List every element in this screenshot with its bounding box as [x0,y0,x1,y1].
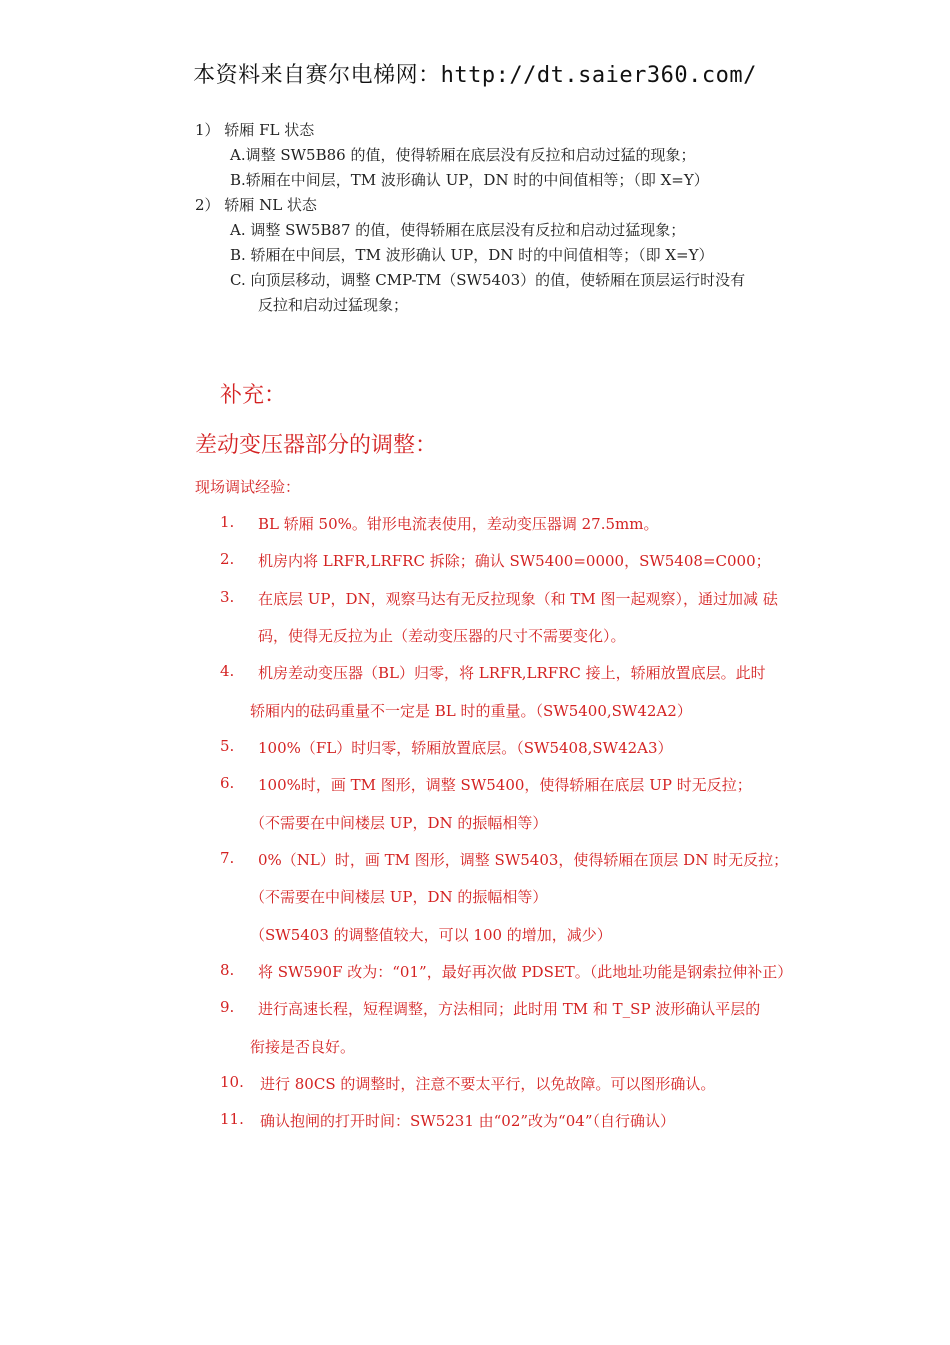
site-header: 本资料来自赛尔电梯网：http://dt.saier360.com/ [193,63,757,88]
list-item-text: （不需要在中间楼层 UP，DN 的振幅相等） [250,814,548,832]
list-item-text: （不需要在中间楼层 UP，DN 的振幅相等） [250,888,548,906]
list-item-text: 机房内将 LRFR,LRFRC 拆除；确认 SW5400=0000，SW5408=C000； [258,552,771,570]
list-item-text: 进行高速长程，短程调整，方法相同；此时用 TM 和 T_SP 波形确认平层的 [258,1000,761,1018]
item-number: 9. [220,998,235,1016]
item-number: 7. [220,849,235,867]
fl-state-title: 1） 轿厢 FL 状态 [195,121,315,139]
nl-item-a: A. 调整 SW5B87 的值，使得轿厢在底层没有反拉和启动过猛现象； [230,221,686,239]
list-item-text: 将 SW590F 改为：“01”，最好再次做 PDSET。（此地址功能是钢索拉伸补正） [258,963,793,981]
list-item-text: 100%时，画 TM 图形，调整 SW5400，使得轿厢在底层 UP 时无反拉； [258,776,752,794]
nl-item-b: B. 轿厢在中间层，TM 波形确认 UP，DN 时的中间值相等；（即 X=Y） [230,246,714,264]
list-item-text: 机房差动变压器（BL）归零，将 LRFR,LRFRC 接上，轿厢放置底层。此时 [258,664,766,682]
experience-label: 现场调试经验： [195,478,301,496]
list-item-text: 在底层 UP，DN，观察马达有无反拉现象（和 TM 图一起观察），通过加减 砝 [258,590,778,608]
nl-item-c-line2: 反拉和启动过猛现象； [258,296,409,314]
item-number: 8. [220,961,235,979]
supplement-heading: 补充： [220,383,287,408]
nl-item-c-line1: C. 向顶层移动，调整 CMP-TM（SW5403）的值，使轿厢在顶层运行时没有 [230,271,746,289]
fl-item-b: B.轿厢在中间层，TM 波形确认 UP，DN 时的中间值相等；（即 X=Y） [230,171,709,189]
item-number: 1. [220,513,235,531]
item-number: 5. [220,737,235,755]
item-number: 11. [220,1110,244,1128]
list-item-text: 衔接是否良好。 [250,1038,356,1056]
list-item-text: 100%（FL）时归零，轿厢放置底层。（SW5408,SW42A3） [258,739,673,757]
list-item-text: 码，使得无反拉为止（差动变压器的尺寸不需要变化）。 [258,627,626,645]
item-number: 3. [220,588,235,606]
section-title: 差动变压器部分的调整： [195,433,438,458]
list-item-text: BL 轿厢 50%。钳形电流表使用，差动变压器调 27.5mm。 [258,515,659,533]
item-number: 10. [220,1073,244,1091]
item-number: 2. [220,550,235,568]
list-item-text: 0%（NL）时，画 TM 图形，调整 SW5403，使得轿厢在顶层 DN 时无反拉； [258,851,789,869]
item-number: 6. [220,774,235,792]
nl-state-title: 2） 轿厢 NL 状态 [195,196,317,214]
fl-item-a: A.调整 SW5B86 的值，使得轿厢在底层没有反拉和启动过猛的现象； [230,146,696,164]
item-number: 4. [220,662,235,680]
list-item-text: 轿厢内的砝码重量不一定是 BL 时的重量。（SW5400,SW42A2） [250,702,692,720]
list-item-text: （SW5403 的调整值较大，可以 100 的增加，减少） [250,926,612,944]
list-item-text: 确认抱闸的打开时间：SW5231 由“02”改为“04”（自行确认） [260,1112,675,1130]
list-item-text: 进行 80CS 的调整时，注意不要太平行，以免故障。可以图形确认。 [260,1075,716,1093]
